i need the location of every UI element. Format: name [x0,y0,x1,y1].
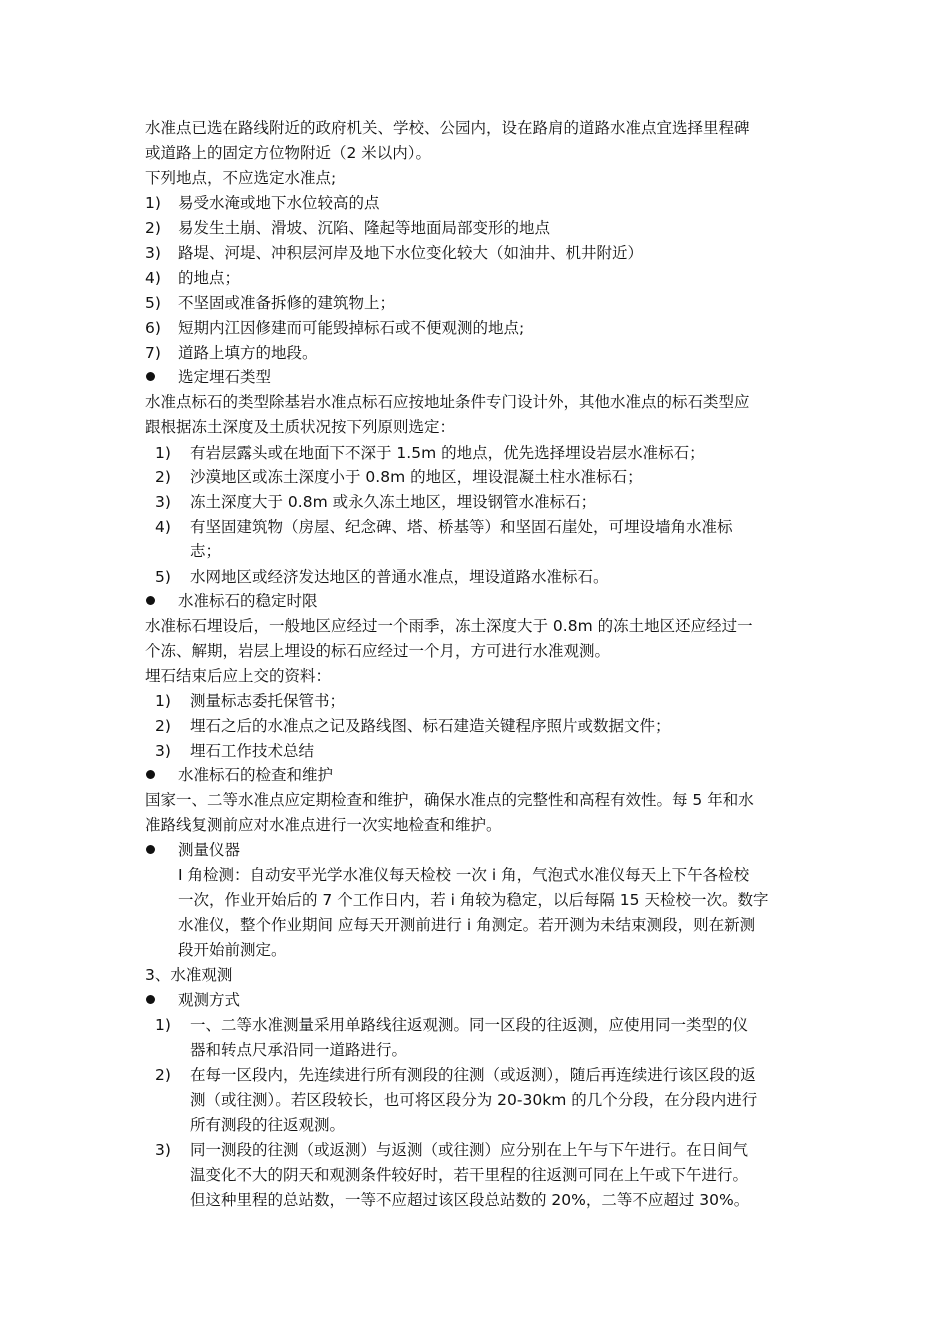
paragraph-line: 国家一、二等水准点应定期检查和维护，确保水准点的完整性和高程有效性。每 5 年和水 [145,791,754,809]
paragraph-line: 段开始前测定。 [178,941,287,959]
list-item: 测量标志委托保管书； [190,692,346,710]
list-item: 同一测段的往测（或返测）与返测（或往测）应分别在上午与下午进行。在日间气 [190,1141,749,1159]
list-number: 7) [145,344,161,362]
section-heading: 观测方式 [178,991,241,1009]
list-number: 2) [145,219,161,237]
list-item: 不坚固或准备拆修的建筑物上； [178,294,396,312]
paragraph-line: 准路线复测前应对水准点进行一次实地检查和维护。 [145,816,502,834]
list-item: 在每一区段内，先连续进行所有测段的往测（或返测），随后再连续进行该区段的返 [190,1066,756,1084]
list-number: 2) [155,717,171,735]
list-item: 埋石之后的水准点之记及路线图、标石建造关键程序照片或数据文件； [190,717,671,735]
paragraph-line: 个冻、解期，岩层上埋设的标石应经过一个月，方可进行水准观测。 [145,642,611,660]
list-item-continuation: 但这种里程的总站数，一等不应超过该区段总站数的 20%，二等不应超过 30%。 [190,1191,750,1209]
bullet-dot [146,770,155,779]
list-item: 埋石工作技术总结 [190,742,315,760]
paragraph-line: 一次，作业开始后的 7 个工作日内，若 i 角较为稳定，以后每隔 15 天检校一次。数字 [178,891,769,909]
list-number: 6) [145,319,161,337]
paragraph-line: 或道路上的固定方位物附近（2 米以内）。 [145,144,432,162]
list-item: 易受水淹或地下水位较高的点 [178,194,380,212]
list-number: 1) [155,1016,171,1034]
list-item-continuation: 测（或往测）。若区段较长，也可将区段分为 20-30km 的几个分段，在分段内进行 [190,1091,758,1109]
paragraph-line: 水准标石埋设后，一般地区应经过一个雨季，冻土深度大于 0.8m 的冻土地区还应经过一 [145,617,753,635]
list-number: 5) [145,294,161,312]
list-number: 3) [155,493,171,511]
list-item: 的地点； [178,269,241,287]
list-number: 3) [155,742,171,760]
paragraph-line: 埋石结束后应上交的资料： [145,667,332,685]
list-item: 短期内江因修建而可能毁掉标石或不便观测的地点; [178,319,525,337]
section-title: 3、水准观测 [145,966,233,984]
list-item: 易发生土崩、滑坡、沉陷、隆起等地面局部变形的地点 [178,219,551,237]
list-item: 冻土深度大于 0.8m 或永久冻土地区，埋设钢管水准标石； [190,493,597,511]
paragraph-line: I 角检测：自动安平光学水准仪每天检校 一次 i 角，气泡式水准仪每天上下午各检校 [178,866,750,884]
list-number: 2) [155,1066,171,1084]
list-item: 一、二等水准测量采用单路线往返观测。同一区段的往返测，应使用同一类型的仪 [190,1016,749,1034]
list-number: 5) [155,568,171,586]
section-heading: 测量仪器 [178,841,241,859]
list-item: 水网地区或经济发达地区的普通水准点，埋设道路水准标石。 [190,568,609,586]
list-number: 4) [145,269,161,287]
list-number: 3) [145,244,161,262]
list-item-continuation: 温变化不大的阴天和观测条件较好时，若干里程的往返测可同在上午或下午进行。 [190,1166,749,1184]
list-item: 路堤、河堤、冲积层河岸及地下水位变化较大（如油井、机井附近） [178,244,644,262]
paragraph-line: 水准点已选在路线附近的政府机关、学校、公园内，设在路肩的道路水准点宜选择里程碑 [145,119,750,137]
list-number: 1) [155,444,171,462]
section-heading: 水准标石的稳定时限 [178,592,318,610]
list-item: 有岩层露头或在地面下不深于 1.5m 的地点，优先选择埋设岩层水准标石； [190,444,705,462]
list-item: 道路上填方的地段。 [178,344,318,362]
bullet-dot [146,995,155,1004]
list-number: 2) [155,468,171,486]
list-number: 1) [155,692,171,710]
paragraph-line: 水准点标石的类型除基岩水准点标石应按地址条件专门设计外，其他水准点的标石类型应 [145,393,750,411]
list-number: 1) [145,194,161,212]
list-item-continuation: 所有测段的往返观测。 [190,1116,346,1134]
list-item: 有坚固建筑物（房屋、纪念碑、塔、桥基等）和坚固石崖处，可埋设墙角水准标 [190,518,733,536]
section-heading: 水准标石的检查和维护 [178,766,334,784]
bullet-dot [146,845,155,854]
list-number: 4) [155,518,171,536]
section-heading: 选定埋石类型 [178,368,272,386]
paragraph-line: 水准仪，整个作业期间 应每天开测前进行 i 角测定。若开测为未结束测段，则在新测 [178,916,756,934]
bullet-dot [146,372,155,381]
list-item-continuation: 器和转点尺承沿同一道路进行。 [190,1041,408,1059]
list-item-continuation: 志； [190,542,222,560]
list-item: 沙漠地区或冻土深度小于 0.8m 的地区，埋设混凝土柱水准标石； [190,468,643,486]
paragraph-line: 跟根据冻土深度及土质状况按下列原则选定： [145,418,456,436]
paragraph-line: 下列地点，不应选定水准点; [145,169,337,187]
list-number: 3) [155,1141,171,1159]
bullet-dot [146,596,155,605]
